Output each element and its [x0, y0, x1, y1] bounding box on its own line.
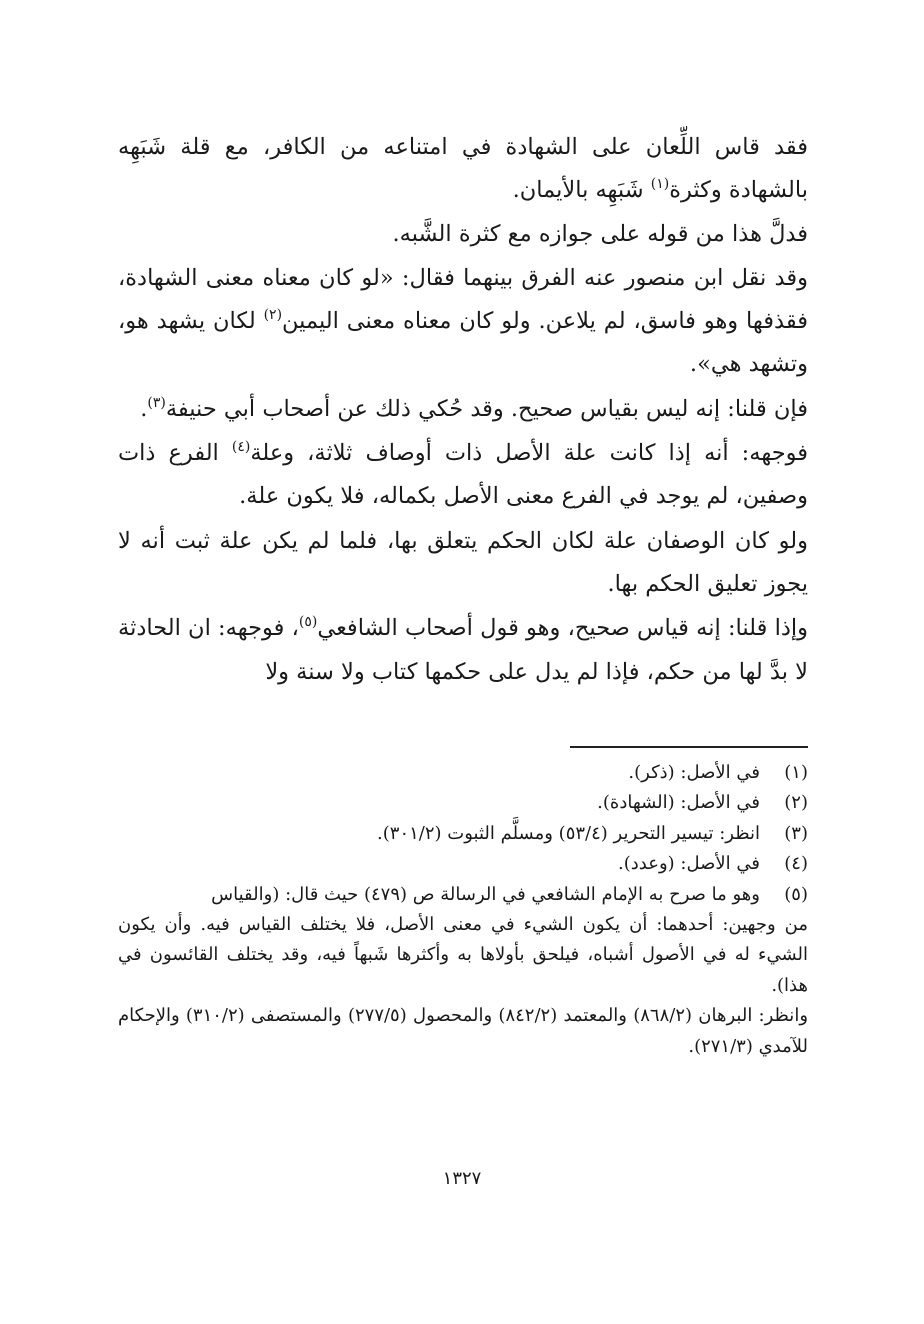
footnote-quote: من وجهين: أحدهما: أن يكون الشيء في معنى الأصل، فلا يختلف القياس فيه. وأن يكون الشيء له في الأصول أشباه، فيلحق بأولاها به وأكثرها شَبهاً فيه، وقد يختلف القائسون في هذا). [118, 914, 808, 996]
footnote-1 [118, 758, 808, 788]
page-number: ١٣٢٧ [442, 1168, 482, 1189]
footnote-text: في الأصل: (وعدد). [618, 853, 760, 875]
main-text [118, 126, 808, 694]
paragraph-7: وإذا قلنا: إنه قياس صحيح، وهو قول أصحاب الشافعي$^{(٥)}$، فوجهه: ان الحادثة لا بدَّ لها من حكم، فإذا لم يدل على حكمها كتاب ولا سنة ولا [118, 614, 808, 685]
footnote-text: في الأصل: (الشهادة). [597, 792, 760, 814]
footnote-text: في الأصل: (ذكر). [628, 762, 760, 783]
paragraph-5: فوجهه: أنه إذا كانت علة الأصل ذات أوصاف ثلاثة، وعلة$^{(٤)}$ الفرع ذات وصفين، لم يوجد في الفرع معنى الأصل بكماله، فلا يكون علة. [118, 439, 808, 510]
footnote-3 [118, 819, 808, 849]
footnote-number: (٤) [784, 853, 808, 875]
footnote-references: وانظر: البرهان (٨٦٨/٢) والمعتمد (٨٤٢/٢) والمحصول (٢٧٧/٥) والمستصفى (٣١٠/٢) والإحكام للآمدي (٢٧١/٣). [118, 1005, 809, 1057]
footnote-ref-3: (٣) [147, 394, 166, 411]
footnotes [118, 758, 808, 1062]
footnote-separator [570, 746, 808, 748]
paragraph-6: ولو كان الوصفان علة لكان الحكم يتعلق بها، فلما لم يكن علة ثبت أنه لا يجوز تعليق الحكم بها. [118, 527, 808, 597]
footnote-number: (١) [784, 762, 808, 783]
footnote-ref-2: (٢) [263, 307, 283, 324]
footnote-ref-5: (٥) [298, 614, 318, 631]
paragraph-1: فقد قاس اللِّعان على الشهادة في امتناعه من الكافر، مع قلة شَبَهِه بالشهادة وكثرة$^{(١)}$ شَبَهِه بالأيمان. [118, 134, 808, 204]
footnote-text: انظر: تيسير التحرير (٥٣/٤) ومسلَّم الثبوت (٣٠١/٢). [377, 822, 760, 844]
footnote-5 [118, 880, 808, 1002]
paragraph-2: فدلَّ هذا من قوله على جوازه مع كثرة الشَّبه. [392, 220, 808, 247]
footnote-number: (٢) [784, 792, 808, 814]
footnote-text: وهو ما صرح به الإمام الشافعي في الرسالة ص (٤٧٩) حيث قال: (والقياس [211, 883, 760, 905]
footnote-number: (٥) [784, 883, 808, 905]
footnote-4 [118, 849, 808, 879]
footnote-ref-1: (١) [650, 176, 670, 193]
paragraph-4: فإن قلنا: إنه ليس بقياس صحيح. وقد حُكي ذلك عن أصحاب أبي حنيفة$^{(٣)}$. [140, 394, 808, 422]
paragraph-3: وقد نقل ابن منصور عنه الفرق بينهما فقال: «لو كان معناه معنى الشهادة، فقذفها وهو فاسق، لم يلاعن. ولو كان معناه معنى اليمين$^{(٢)}$ لكان يشهد هو، وتشهد هي». [118, 264, 808, 378]
footnote-ref-4: (٤) [231, 439, 251, 456]
footnote-number: (٣) [784, 822, 808, 844]
footnote-2 [118, 788, 808, 818]
